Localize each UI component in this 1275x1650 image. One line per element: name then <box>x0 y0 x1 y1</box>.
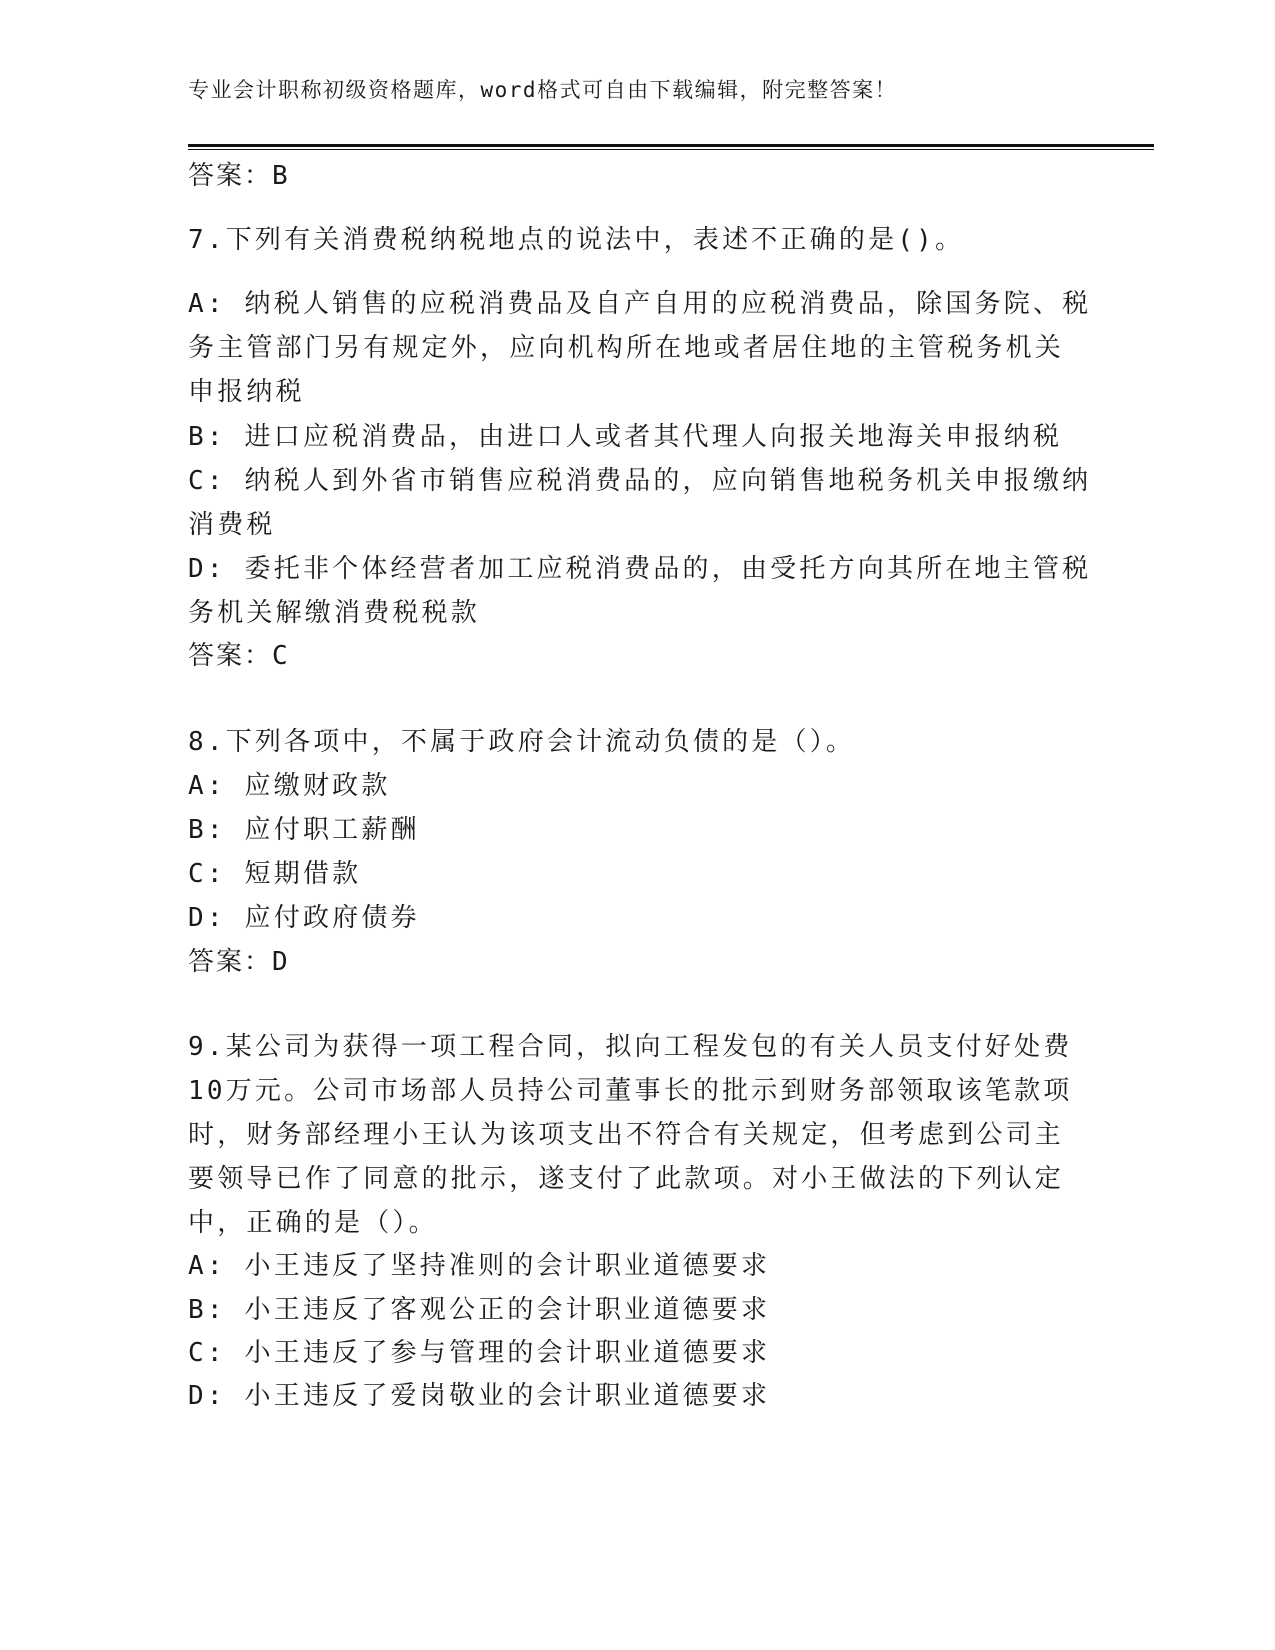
question-9-option-a: A: 小王违反了坚持准则的会计职业道德要求 <box>188 1251 771 1281</box>
answer-q6: 答案：B <box>188 161 290 191</box>
question-8-option-d: D: 应付政府债券 <box>188 903 420 933</box>
question-9-stem-line2: 10万元。公司市场部人员持公司董事长的批示到财务部领取该笔款项 <box>188 1076 1073 1106</box>
question-7-option-a-line1: A: 纳税人销售的应税消费品及自产自用的应税消费品，除国务院、税 <box>188 289 1092 319</box>
question-9-stem-line3: 时，财务部经理小王认为该项支出不符合有关规定，但考虑到公司主 <box>188 1120 1065 1150</box>
question-9-stem-line4: 要领导已作了同意的批示，遂支付了此款项。对小王做法的下列认定 <box>188 1164 1065 1194</box>
question-7-option-b: B: 进口应税消费品，由进口人或者其代理人向报关地海关申报纳税 <box>188 422 1063 452</box>
question-7-option-c-line1: C: 纳税人到外省市销售应税消费品的，应向销售地税务机关申报缴纳 <box>188 466 1092 496</box>
question-8-option-c: C: 短期借款 <box>188 859 362 889</box>
question-7-option-a-line3: 申报纳税 <box>188 377 305 407</box>
question-9-option-d: D: 小王违反了爱岗敬业的会计职业道德要求 <box>188 1381 771 1411</box>
question-9-option-b: B: 小王违反了客观公正的会计职业道德要求 <box>188 1295 771 1325</box>
question-7-stem: 7.下列有关消费税纳税地点的说法中，表述不正确的是()。 <box>188 225 965 255</box>
question-7-option-c-line2: 消费税 <box>188 510 276 540</box>
page-header: 专业会计职称初级资格题库，word格式可自由下载编辑，附完整答案！ <box>188 78 898 102</box>
question-8-option-b: B: 应付职工薪酬 <box>188 815 420 845</box>
question-8-option-a: A: 应缴财政款 <box>188 771 391 801</box>
question-9-stem-line1: 9.某公司为获得一项工程合同，拟向工程发包的有关人员支付好处费 <box>188 1032 1073 1062</box>
header-divider <box>188 144 1154 150</box>
question-9-option-c: C: 小王违反了参与管理的会计职业道德要求 <box>188 1338 771 1368</box>
question-7-option-a-line2: 务主管部门另有规定外，应向机构所在地或者居住地的主管税务机关 <box>188 333 1065 363</box>
question-9-stem-line5: 中，正确的是（）。 <box>188 1208 438 1238</box>
answer-q7: 答案：C <box>188 641 290 671</box>
answer-q8: 答案：D <box>188 947 290 977</box>
question-7-option-d-line1: D: 委托非个体经营者加工应税消费品的，由受托方向其所在地主管税 <box>188 554 1092 584</box>
question-7-option-d-line2: 务机关解缴消费税税款 <box>188 598 481 628</box>
question-8-stem: 8.下列各项中，不属于政府会计流动负债的是（）。 <box>188 727 856 757</box>
